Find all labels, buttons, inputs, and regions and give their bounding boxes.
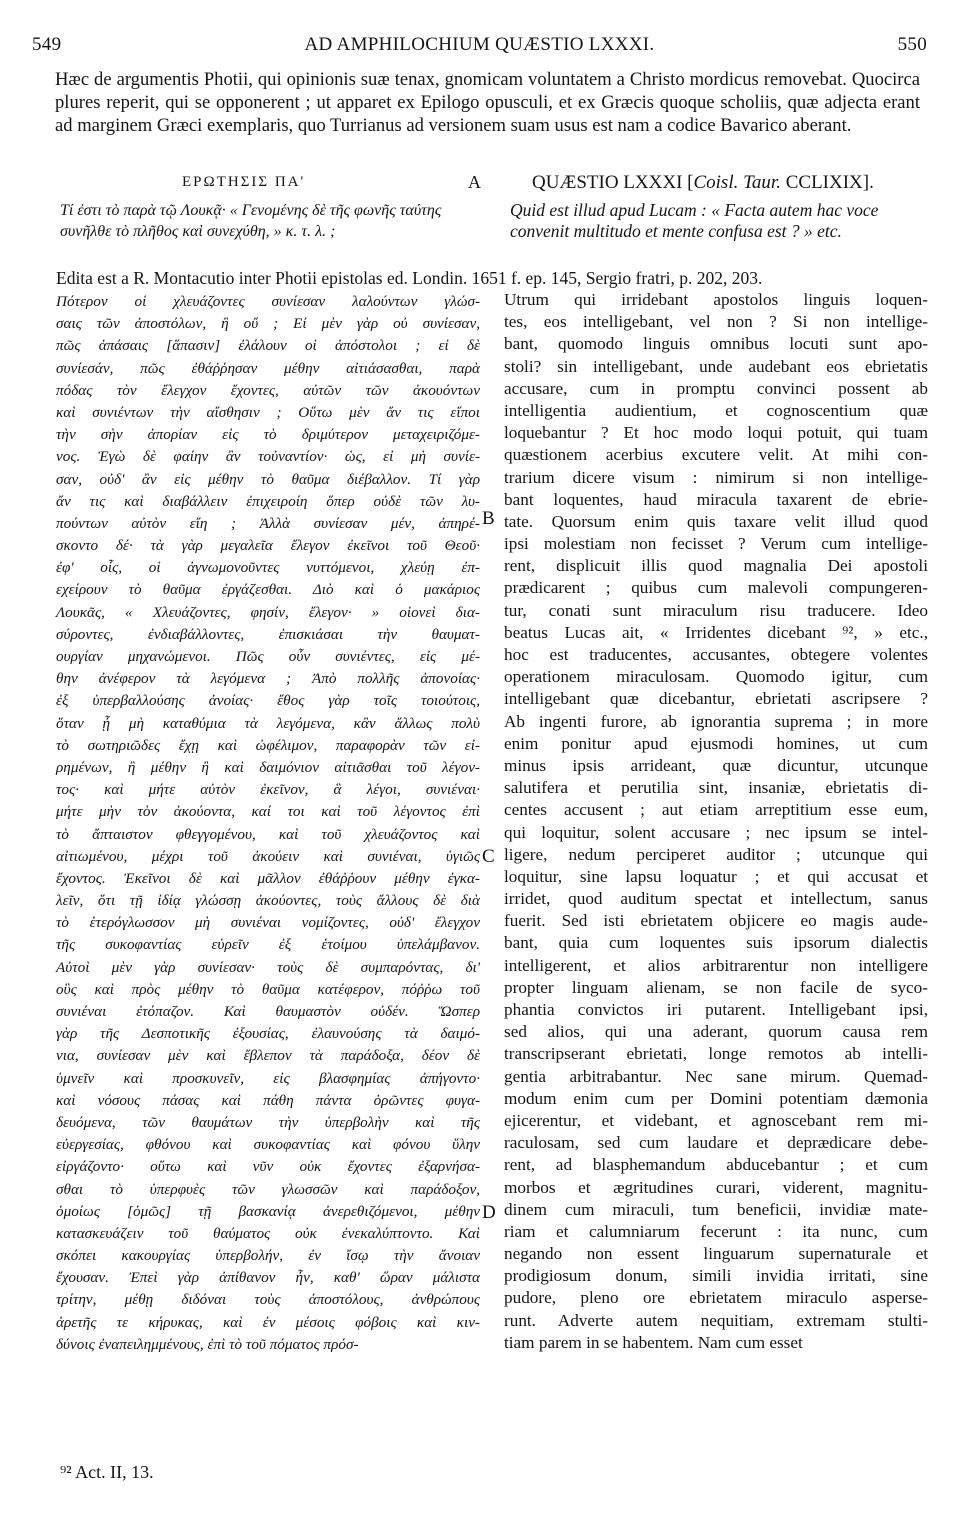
latin-text-line: morbos et ægritudines curari, viderent, magnitu- [504, 1177, 928, 1197]
greek-text-line: εχείρουν τὸ θαῦμα ἐργάζεσθαι. Διὸ καὶ ὁ μακάριος [56, 581, 480, 599]
greek-text-line: νια, συνίεσαν μὲν καὶ ἔβλεπον τὰ παράδοξα, δέον δὲ [56, 1047, 480, 1065]
latin-question-body: Quid est illud apud Lucam : « Facta autem hac voce convenit multitudo et mente confusa est ? » etc. [510, 200, 879, 241]
column-marker-d: D [482, 1202, 496, 1223]
latin-text-line: tes, eos intelligebant, vel non ? Si non intellige- [504, 312, 928, 332]
latin-text-line: raculosam, sed cum laudare et deprædicare debe- [504, 1133, 928, 1153]
greek-text-line: σκοντο δέ· τὰ γὰρ μεγαλεῖα ἔλεγον ἐκεῖνοι τοῦ Θεοῦ· [56, 537, 480, 555]
latin-text-line: gentia arbitrabantur. Nec sane mirum. Quemad- [504, 1066, 928, 1086]
latin-column [504, 289, 928, 1354]
greek-text-line: κατασκευάζειν τοῦ θαύματος οὐκ ἐνεκαλύπτοντο. Καὶ [56, 1224, 480, 1242]
greek-text-line: καὶ νόσους πάσας καὶ πάθη πάντα ὁρῶντες φυγα- [56, 1091, 480, 1109]
latin-text-line: Ab ingenti furore, ab ignorantia suprema ; in more [504, 711, 928, 731]
running-header [32, 34, 927, 60]
latin-text-line: intelligebant quæ dicebantur, ebrietati ascripsere ? [504, 689, 928, 709]
latin-text-line: riam et calumniarum fecerunt : ita nunc, cum [504, 1221, 928, 1241]
column-marker-b: B [482, 508, 495, 529]
greek-text-line: ὅταν ᾖ μὴ καταθύμια τὰ λεγόμενα, κἂν ἄλλως πολὺ [56, 714, 480, 732]
latin-text-line: bant loquentes, haud miracula taxarent de ebrie- [504, 489, 928, 509]
running-title: AD AMPHILOCHIUM QUÆSTIO LXXXI. [304, 34, 655, 55]
latin-text-line: qui loquitur, solent accusare ; nec ipsum se intel- [504, 822, 928, 842]
latin-text-line: tiam parem in se habentem. Nam cum esset [504, 1332, 803, 1352]
greek-text-line: τρίτην, μέθῃ διδόναι τοὺς ἀποστόλους, ἀνθρώπους [56, 1291, 480, 1309]
greek-text-line: σαν, οὐδ' ἂν εἰς μέθην τὸ θαῦμα διέβαλλον. Τί γὰρ [56, 470, 480, 488]
latin-question-text [510, 200, 920, 242]
greek-question-body: Τί ἐστι τὸ παρὰ τῷ Λουκᾷ· « Γενομένης δὲ τῆς φωνῆς ταύτης συνῆλθε τὸ πλῆθος καὶ συνεχύθη, » κ. τ. λ. ; [60, 202, 442, 240]
greek-text-line: εὐεργεσίας, φθόνου καὶ συκοφαντίας καὶ φόνου ὕλην [56, 1136, 480, 1154]
latin-text-line: modum enim cum per Domini potentiam dæmonia [504, 1088, 928, 1108]
greek-text-line: ἔχουσαν. Ἐπεὶ γὰρ ἀπίθανον ἦν, καθ' ὥραν μάλιστα [56, 1269, 480, 1287]
latin-text-line: beatus Lucas ait, « Irridentes dicebant ⁹², » etc., [504, 622, 928, 642]
greek-text-line: γὰρ τῆς Δεσποτικῆς ἐξουσίας, ἐλαυνούσης τὰ δαιμό- [56, 1025, 480, 1043]
greek-question-text [60, 200, 480, 242]
greek-text-line: τὸ ἑτερόγλωσσον μὴ συνιέναι νομίζοντες, οὐδ' ἔλεγχον [56, 914, 480, 932]
latin-text-line: dinem cum miraculi, tum beneficii, invidiæ mate- [504, 1199, 928, 1219]
page-number-right: 550 [897, 34, 927, 55]
latin-text-line: fuerit. Sed isti ebrietatem objicere eo magis aude- [504, 911, 928, 931]
greek-text-line: δευόμενα, τῶν θαυμάτων τὴν ὑπερβολὴν καὶ τῆς [56, 1113, 480, 1131]
greek-text-line: νος. Ἐγὼ δὲ φαίην ἂν τοὐναντίον· ὡς, εἰ μὴ συνίε- [56, 448, 480, 466]
greek-text-line: ουργίαν μηχανώμενοι. Πῶς οὖν συνιέντες, εἰς μέ- [56, 648, 480, 665]
greek-text-line: πούντων αὐτὸν εἴη ; Ἀλλὰ συνίεσαν μέν, ἀπηρέ- [56, 514, 480, 532]
greek-text-line: σκόπει κακουργίας ὑπερβολήν, ἐν ἴσῳ τὴν ἄνοιαν [56, 1247, 480, 1265]
greek-text-line: αἰτιωμένου, μέχρι τοῦ ἀκούειν καὶ συνιέναι, ὑγιῶς [56, 847, 480, 865]
greek-text-line: ὁμοίως [ὁμῶς] τῇ βασκανίᾳ ἀνερεθιζόμενοι, μέθην [56, 1202, 480, 1220]
greek-text-line: ὑμνεῖν καὶ προσκυνεῖν, εἰς βλασφημίας ἀπήγοντο· [56, 1069, 480, 1087]
greek-text-line: τὸ σωτηριῶδες ἔχῃ καὶ ὠφέλιμον, παραφορὰν τῶν εἰ- [56, 736, 480, 754]
latin-text-line: tate. Quorsum enim quis taxare velit illud quod [504, 511, 928, 531]
latin-heading-main: QUÆSTIO LXXXI [ [532, 172, 694, 193]
greek-column [56, 291, 480, 1356]
greek-text-line: τῆς συκοφαντίας εὑρεῖν ἐξ ἑτοίμου ὑπελάμβανον. [56, 936, 480, 954]
greek-text-line: τὸ ἄπταιστον φθεγγομένου, καὶ τοῦ χλευάζοντος καὶ [56, 825, 480, 843]
greek-text-line: καὶ συνιέντων τὴν αἴσθησιν ; Οὕτω μὲν ἄν τις εἴποι [56, 403, 480, 421]
greek-text-line: Λουκᾶς, « Χλευάζοντες, φησίν, ἔλεγον· » οἱονεὶ δια- [56, 603, 480, 621]
column-marker-a: A [468, 172, 481, 192]
latin-text-line: bant, quia cum loquentes suis ipsorum dialectis [504, 933, 928, 953]
greek-text-line: ἄν τις καὶ διαβάλλειν ἐπιχειροίη ὅπερ οὐδὲ τῶν λυ- [56, 492, 480, 510]
latin-text-line: accusare, cum in promptu convinci possent ab [504, 378, 928, 398]
column-marker-c: C [482, 846, 495, 867]
latin-text-line: irridet, quod auditum spectat et intellectum, sanus [504, 889, 928, 909]
greek-text-line: σύροντες, ἐνδιαβάλλοντες, ἐπισκιάσαι τὴν θαυματ- [56, 625, 480, 643]
greek-text-line: ἐξ ὑπερβαλλούσης ἀνοίας· ἔθος γὰρ τοῖς τοιούτοις, [56, 692, 480, 710]
latin-text-line: intelligerent, et alios arbitrarentur non intelligere [504, 955, 928, 975]
latin-text-line: quæstionem acerbius excutere velit. At mihi con- [504, 445, 928, 465]
greek-text-line: ρημένων, ἢ μέθην ἢ καὶ δαιμόνιον αἰτιᾶσθαι τοῦ λέγον- [56, 758, 480, 776]
latin-text-line: trarium dicere visum : nimirum si non intellige- [504, 467, 928, 487]
latin-heading-italic: Coisl. Taur. [693, 172, 781, 193]
latin-text-line: operationem miraculosam. Quomodo igitur, cum [504, 667, 928, 687]
latin-text-line: propter linguam alienam, se non facile de syco- [504, 977, 928, 997]
latin-text-line: loquitur, sine lapsu loquatur ; et qui accusat et [504, 866, 928, 886]
latin-text-line: pudore, pleno ore ebrietatem miraculo asperse- [504, 1288, 928, 1308]
page-number-left: 549 [32, 34, 62, 55]
latin-text-line: runt. Adverte autem nequitiam, extremam stulti- [504, 1310, 928, 1330]
greek-text-line: ἀρετῆς τε κήρυκας, καὶ ἐν μέσοις φόβοις καὶ κιν- [56, 1313, 480, 1331]
latin-text-line: Utrum qui irridebant apostolos linguis loquen- [504, 290, 928, 309]
latin-text-line: prædicarent ; quibus cum malevoli compungeren- [504, 578, 928, 598]
latin-text-line: sed alios, qui una aderant, quorum causa rem [504, 1022, 928, 1042]
latin-text-line: phantia convictos iri putarent. Intelligebant ipsi, [504, 1000, 928, 1019]
greek-text-line: μήτε μὴν τὸν ἀκούοντα, καί τοι καὶ τοῦ λέγοντος ἐπὶ [56, 803, 480, 821]
latin-text-line: ligere, nedum perciperet auditor ; utcunque qui [504, 844, 928, 864]
latin-text-line: hoc est traducentes, accusantes, obtegere volentes [504, 645, 928, 664]
greek-text-line: λεῖν, ὅτι τῇ ἰδίᾳ γλώσσῃ ἀκούοντες, τοὺς ἄλλους δὲ διὰ [56, 892, 480, 910]
latin-text-line: loquebantur ? Et hoc modo loqui potuit, qui tuam [504, 423, 928, 443]
latin-text-line: stoli? sin intelligebant, unde audebant eos ebrietatis [504, 356, 928, 376]
latin-text-line: salutifera et perutilia sint, insaniæ, ebrietatis di- [504, 778, 928, 798]
latin-text-line: rent, displicuit illis quod magnalia Dei apostoli [504, 556, 928, 576]
greek-text-line: πῶς ἁπάσαις [ἅπασιν] ἐλάλουν οἱ ἀπόστολοι ; εἰ δὲ [56, 337, 480, 355]
greek-text-line: εἰργάζοντο· οὕτω καὶ νῦν οὐκ ἔχοντες ἐξαρνήσα- [56, 1158, 480, 1176]
greek-text-line: συνίεσάν, πῶς ἐθάῤῥησαν μέθην αἰτιάσασθαι, παρὰ [56, 359, 480, 377]
greek-question-heading: ΕΡΩΤΗΣΙΣ ΠΑ' [182, 174, 306, 190]
greek-text-line: πόδας τὸν ἔλεγχον ἔχοντες, αὐτῶν τῶν ἀκουόντων [56, 381, 480, 399]
greek-text-line: τὴν σὴν ἀπορίαν εἰς τὸ δριμύτερον μεταχειριζόμε- [56, 426, 480, 444]
latin-text-line: transcripserant ebrietati, longe remotos ab intelli- [504, 1044, 928, 1064]
latin-text-line: centes accusent ; aut etiam arreptitium esse eum, [504, 800, 928, 820]
greek-text-line: θην ἀνέφερον τὰ λεγόμενα ; Ἀπὸ πολλῆς ἀπονοίας· [56, 670, 480, 688]
latin-text-line: intelligentia audientium, et cognoscentium quæ [504, 400, 928, 420]
latin-text-line: rent, ad blasphemandum abducebantur ; et cum [504, 1155, 928, 1175]
greek-text-line: τος· καὶ μήτε αὐτὸν ἐκεῖνον, ἃ λέγοι, συνιέναι· [56, 781, 480, 799]
latin-text-line: bant, quomodo linguis omnibus locuti sunt apo- [504, 334, 928, 354]
latin-text-line: negando non essent linguarum supernaturale et [504, 1244, 928, 1264]
intro-paragraph [55, 68, 920, 137]
latin-text-line: ipsi molestiam non fecisset ? Verum cum intellige- [504, 534, 928, 554]
greek-text-line: οὓς καὶ πρὸς μέθην τὸ θαῦμα κατέφερον, πόῤῥω τοῦ [56, 980, 480, 998]
greek-text-line: Πότερον οἱ χλευάζοντες συνίεσαν λαλούντων γλώσ- [56, 293, 480, 310]
latin-text-line: prodigiosum donum, simili invidia irritati, sine [504, 1266, 928, 1286]
latin-heading-end: CCLIXIX]. [780, 172, 874, 193]
greek-text-line: Αὐτοὶ μὲν γὰρ συνίεσαν· τοὺς δὲ συμπαρόντας, δι' [56, 958, 480, 976]
latin-text-line: tur, conati sunt miraculum risu traducere. Ideo [504, 600, 928, 620]
latin-question-heading [532, 172, 874, 194]
greek-text-line: σθαι τὸ ὑπερφυὲς τῶν γλωσσῶν καὶ παράδοξον, [56, 1180, 480, 1198]
greek-text-line: ἐφ' οἷς, οἱ ἀγνωμονοῦντες νυττόμενοι, χλεύῃ ἐπ- [56, 559, 480, 577]
greek-text-line: συνιέναι ἐτόπαζον. Καὶ θαυμαστὸν οὐδέν. Ὥσπερ [56, 1003, 480, 1020]
intro-text: Hæc de argumentis Photii, qui opinionis suæ tenax, gnomicam voluntatem a Christo mordicus removebat. Quocirca plures reperit, qui se opponerent ; ut apparet ex Epilogo opusculi, et ex Græcis quoque scholiis, quæ adjecta erant ad marginem Græci exemplaris, quo Turrianus ad versionem suam usus est nam a codice Bavarico aberant. [55, 69, 920, 136]
edition-note: Edita est a R. Montacutio inter Photii epistolas ed. Londin. 1651 f. ep. 145, Sergio fratri, p. 202, 203. [56, 268, 763, 288]
latin-text-line: ejicerentur, et videbant, et agnoscebant rem mi- [504, 1110, 928, 1130]
greek-text-line: σαις τῶν ἀποστόλων, ἢ οὔ ; Εἰ μὲν γὰρ οὐ συνίεσαν, [56, 315, 480, 333]
greek-text-line: δύνοις ἐναπειλημμένους, ἐπὶ τὸ τοῦ πόματος πρόσ- [56, 1335, 359, 1353]
latin-text-line: enim ponitur apud ejusmodi homines, ut cum [504, 733, 928, 753]
footnote: ⁹² Act. II, 13. [60, 1462, 154, 1482]
latin-text-line: minus ipsis arrideant, quæ dicuntur, utcunque [504, 755, 928, 775]
greek-text-line: ἔχοντος. Ἐκεῖνοι δὲ καὶ μᾶλλον ἐθάῤῥουν μέθην ἐγκα- [56, 869, 480, 887]
